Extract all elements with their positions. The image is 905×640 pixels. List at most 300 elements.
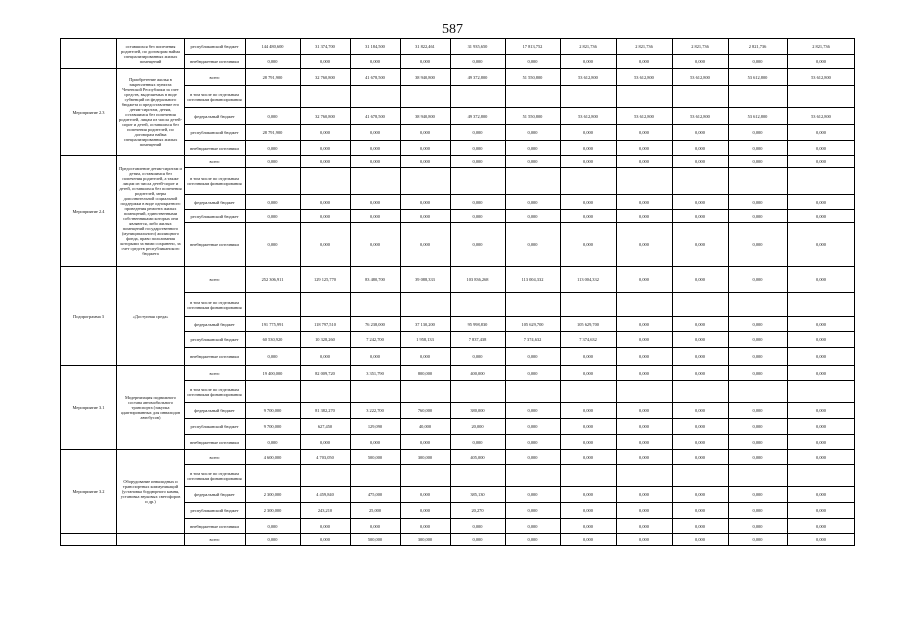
- value-cell: 0,000: [695, 370, 705, 376]
- value-cell: 0,000: [695, 439, 705, 445]
- value-cell: 28 791,900: [262, 130, 283, 135]
- value-cell: 17 813,752: [522, 44, 543, 49]
- value-cell: 0,000: [752, 130, 763, 135]
- value-cell: 0,000: [752, 408, 763, 413]
- value-cell: 144 480,600: [261, 44, 284, 49]
- value-cell: 475,000: [367, 492, 383, 497]
- value-cell: 83 480,700: [365, 277, 385, 282]
- value-cell: 0,000: [816, 213, 826, 219]
- value-cell: 405,000: [470, 454, 485, 460]
- value-cell: 0,000: [752, 321, 763, 327]
- value-cell: [245, 465, 300, 486]
- value-cell: 95 998,830: [467, 321, 488, 327]
- value-cell: 0,000: [320, 145, 330, 151]
- value-cell: 0,000: [472, 145, 483, 151]
- budget-table: [60, 38, 855, 578]
- value-cell: 0,000: [816, 454, 826, 460]
- column-divider: [300, 38, 301, 545]
- value-cell: 0,000: [370, 199, 380, 205]
- funding-source-cell: федеральный бюджет: [194, 199, 235, 205]
- value-cell: 0,000: [639, 59, 649, 64]
- value-cell: 0,000: [527, 145, 538, 151]
- value-cell: [450, 381, 505, 402]
- value-cell: 39 088,333: [415, 277, 435, 282]
- value-cell: 76 238,000: [365, 321, 385, 327]
- column-divider: [787, 38, 788, 545]
- value-cell: 0,000: [816, 130, 826, 135]
- value-cell: 0,000: [583, 159, 593, 164]
- value-cell: 0,000: [695, 424, 705, 429]
- value-cell: 105 629,700: [577, 321, 599, 327]
- funding-source-cell: республиканский бюджет: [190, 508, 239, 513]
- value-cell: 0,000: [695, 537, 705, 542]
- value-cell: 32 760,800: [315, 113, 335, 119]
- value-cell: 0,000: [816, 159, 826, 164]
- value-cell: 0,000: [695, 130, 705, 135]
- value-cell: [450, 293, 505, 316]
- value-cell: 0,000: [752, 454, 763, 460]
- value-cell: 0,000: [583, 213, 593, 219]
- column-divider: [450, 38, 451, 545]
- value-cell: 0,000: [370, 439, 380, 445]
- value-cell: 0,000: [527, 199, 538, 205]
- value-cell: 49 372,800: [467, 113, 488, 119]
- value-cell: [245, 293, 300, 316]
- value-cell: 0,000: [420, 145, 430, 151]
- value-cell: 0,000: [267, 354, 278, 359]
- value-cell: 40,000: [418, 424, 432, 429]
- value-cell: 53 612,800: [811, 113, 831, 119]
- value-cell: [616, 168, 672, 194]
- value-cell: [300, 86, 350, 107]
- value-cell: [728, 381, 787, 402]
- value-cell: [616, 86, 672, 107]
- value-cell: 0,000: [267, 537, 278, 542]
- value-cell: 0,000: [583, 523, 593, 529]
- value-cell: 0,000: [639, 145, 649, 151]
- value-cell: 0,000: [695, 159, 705, 164]
- value-cell: 0,000: [472, 199, 483, 205]
- value-cell: 9 700,000: [263, 424, 282, 429]
- column-divider: [854, 38, 855, 545]
- value-cell: 0,000: [267, 145, 278, 151]
- value-cell: 0,000: [320, 159, 330, 164]
- value-cell: 0,000: [472, 159, 483, 164]
- value-cell: 1 958,133: [416, 337, 434, 342]
- value-cell: [245, 381, 300, 402]
- value-cell: 19 400,000: [262, 370, 283, 376]
- value-cell: [505, 465, 560, 486]
- column-divider: [60, 38, 61, 545]
- funding-source-cell: в том числе по отдельным источникам финансирования: [187, 299, 242, 310]
- value-cell: 0,000: [370, 130, 380, 135]
- value-cell: 0,000: [639, 537, 649, 542]
- value-cell: 0,000: [639, 321, 649, 327]
- value-cell: 0,000: [370, 213, 380, 219]
- value-cell: [300, 381, 350, 402]
- value-cell: 31 184,500: [365, 44, 385, 49]
- value-cell: 4 459,840: [316, 492, 334, 497]
- measure-label-cell: Мероприятие 3.1: [61, 366, 116, 449]
- value-cell: 0,000: [320, 354, 330, 359]
- column-divider: [728, 38, 729, 545]
- value-cell: 0,000: [320, 523, 330, 529]
- value-cell: 0,000: [752, 523, 763, 529]
- value-cell: 2 300,000: [263, 508, 282, 513]
- value-cell: 0,000: [752, 370, 763, 376]
- value-cell: 500,000: [367, 537, 383, 542]
- value-cell: 252 306,911: [261, 277, 284, 282]
- value-cell: [728, 465, 787, 486]
- funding-source-cell: всего: [209, 74, 220, 80]
- value-cell: 0,000: [527, 242, 538, 247]
- value-cell: 53 612,800: [578, 113, 598, 119]
- value-cell: [400, 168, 450, 194]
- value-cell: 800,000: [417, 370, 433, 376]
- value-cell: 53 612,800: [634, 113, 654, 119]
- value-cell: 3 222,700: [366, 408, 384, 413]
- value-cell: 0,000: [816, 59, 826, 64]
- value-cell: 0,000: [816, 145, 826, 151]
- value-cell: [616, 381, 672, 402]
- value-cell: 60 530,920: [262, 337, 283, 342]
- value-cell: 51 550,800: [522, 113, 543, 119]
- value-cell: [350, 465, 400, 486]
- value-cell: [400, 293, 450, 316]
- value-cell: 0,000: [583, 408, 593, 413]
- funding-source-cell: внебюджетные источники: [190, 439, 239, 445]
- value-cell: [560, 293, 616, 316]
- column-divider: [560, 38, 561, 545]
- funding-source-cell: в том числе по отдельным источникам финансирования: [187, 386, 242, 397]
- column-divider: [672, 38, 673, 545]
- measure-description-cell: оставшихся без попечения родителей, по договорам найма специализированных жилых помещений: [117, 39, 184, 68]
- measure-description-cell: «Доступная среда»: [117, 267, 184, 365]
- value-cell: 0,000: [639, 370, 649, 376]
- measure-description-cell: Приобретение жилья в закрепленных пунктах Чеченской Республики за счет средств, выделяемых в виде субвенций из федерального бюджета и предоставление его детям-сиротам, детям, оставшимся без попечения родителей, лицам из числа детей-сирот и детей, оставшихся без попечения родителей, по договорам найма специализированных жилых помещений: [117, 69, 184, 155]
- value-cell: 760,000: [417, 408, 433, 413]
- value-cell: 0,000: [420, 354, 430, 359]
- value-cell: [728, 168, 787, 194]
- funding-source-cell: внебюджетные источники: [190, 145, 239, 151]
- value-cell: [505, 86, 560, 107]
- value-cell: [400, 381, 450, 402]
- value-cell: 0,000: [320, 537, 330, 542]
- value-cell: 0,000: [583, 508, 593, 513]
- value-cell: 400,000: [470, 370, 485, 376]
- value-cell: 0,000: [267, 59, 278, 64]
- value-cell: 0,000: [527, 59, 538, 64]
- value-cell: 0,000: [527, 354, 538, 359]
- value-cell: 0,000: [639, 337, 649, 342]
- value-cell: [787, 168, 855, 194]
- value-cell: 0,000: [695, 145, 705, 151]
- value-cell: 0,000: [420, 242, 430, 247]
- value-cell: 0,000: [639, 508, 649, 513]
- value-cell: 0,000: [420, 213, 430, 219]
- value-cell: 0,000: [695, 454, 705, 460]
- value-cell: 0,000: [527, 492, 538, 497]
- funding-source-cell: республиканский бюджет: [190, 44, 239, 49]
- value-cell: 0,000: [816, 277, 826, 282]
- value-cell: 0,000: [527, 159, 538, 164]
- value-cell: 0,000: [752, 213, 763, 219]
- value-cell: [300, 293, 350, 316]
- funding-source-cell: всего: [209, 454, 220, 460]
- value-cell: 0,000: [639, 439, 649, 445]
- value-cell: 113 004,332: [577, 277, 599, 282]
- value-cell: 0,000: [816, 492, 826, 497]
- value-cell: 2 821,736: [812, 44, 830, 49]
- value-cell: 0,000: [420, 508, 430, 513]
- value-cell: 0,000: [695, 337, 705, 342]
- funding-source-cell: в том числе по отдельным источникам финансирования: [187, 176, 242, 186]
- value-cell: [672, 381, 728, 402]
- value-cell: 31 374,700: [315, 44, 335, 49]
- value-cell: 300,000: [417, 454, 433, 460]
- value-cell: 53 612,800: [690, 74, 710, 80]
- value-cell: 0,000: [583, 59, 593, 64]
- value-cell: [616, 293, 672, 316]
- column-divider: [505, 38, 506, 545]
- value-cell: 243,210: [317, 508, 333, 513]
- value-cell: [560, 381, 616, 402]
- value-cell: 28 791,900: [262, 74, 283, 80]
- value-cell: [245, 86, 300, 107]
- value-cell: 0,000: [320, 59, 330, 64]
- value-cell: 38 940,800: [415, 74, 435, 80]
- page-number: 587: [442, 22, 463, 37]
- value-cell: 0,000: [583, 242, 593, 247]
- funding-source-cell: республиканский бюджет: [190, 130, 239, 135]
- funding-source-cell: республиканский бюджет: [190, 337, 239, 342]
- value-cell: 0,000: [267, 113, 278, 119]
- column-divider: [245, 38, 246, 545]
- value-cell: [728, 293, 787, 316]
- funding-source-cell: республиканский бюджет: [190, 213, 239, 219]
- measure-description-cell: Оборудование инвалидных и транспортных коммуникаций (установка бордюрного камня, установка звуковых светофоров и др.): [117, 450, 184, 533]
- value-cell: 20,270: [471, 508, 484, 513]
- value-cell: 0,000: [752, 424, 763, 429]
- value-cell: 53 612,800: [811, 74, 831, 80]
- value-cell: 385,130: [470, 492, 485, 497]
- value-cell: 0,000: [320, 130, 330, 135]
- value-cell: 0,000: [472, 242, 483, 247]
- value-cell: 0,000: [370, 242, 380, 247]
- value-cell: 0,000: [816, 321, 826, 327]
- value-cell: [505, 381, 560, 402]
- value-cell: 0,000: [583, 424, 593, 429]
- value-cell: 7 374,632: [579, 337, 597, 342]
- value-cell: 0,000: [583, 370, 593, 376]
- value-cell: 0,000: [816, 439, 826, 445]
- value-cell: [560, 465, 616, 486]
- value-cell: 0,000: [752, 277, 763, 282]
- funding-source-cell: всего: [209, 277, 220, 282]
- value-cell: 0,000: [320, 199, 330, 205]
- value-cell: 0,000: [816, 537, 826, 542]
- funding-source-cell: внебюджетные источники: [190, 523, 239, 529]
- value-cell: 0,000: [752, 337, 763, 342]
- value-cell: [787, 293, 855, 316]
- funding-source-cell: федеральный бюджет: [194, 492, 235, 497]
- measure-description-cell: Модернизация подвижного состава автомобильного транспорта (закупка адаптированных для инвалидов автобусов): [117, 366, 184, 449]
- funding-source-cell: в том числе по отдельным источникам финансирования: [187, 91, 242, 102]
- value-cell: 0,000: [583, 199, 593, 205]
- value-cell: [560, 86, 616, 107]
- value-cell: 0,000: [752, 145, 763, 151]
- value-cell: [787, 86, 855, 107]
- value-cell: 0,000: [639, 277, 649, 282]
- value-cell: 0,000: [639, 523, 649, 529]
- measure-label-cell: Мероприятие 3.2: [61, 450, 116, 533]
- value-cell: 0,000: [583, 537, 593, 542]
- value-cell: 0,000: [420, 59, 430, 64]
- value-cell: 0,000: [420, 439, 430, 445]
- value-cell: 0,000: [816, 408, 826, 413]
- value-cell: 0,000: [639, 199, 649, 205]
- value-cell: 49 372,800: [467, 74, 488, 80]
- value-cell: 0,000: [527, 508, 538, 513]
- value-cell: 0,000: [472, 354, 483, 359]
- value-cell: 2 300,000: [263, 492, 282, 497]
- value-cell: 0,000: [267, 439, 278, 445]
- funding-source-cell: всего: [209, 159, 220, 164]
- value-cell: 105 629,700: [521, 321, 544, 327]
- value-cell: 0,000: [420, 492, 430, 497]
- column-divider: [616, 38, 617, 545]
- value-cell: 51 550,800: [522, 74, 543, 80]
- value-cell: 41 678,500: [365, 113, 385, 119]
- value-cell: 0,000: [639, 159, 649, 164]
- value-cell: 113 004,332: [521, 277, 544, 282]
- value-cell: 2 821,736: [635, 44, 653, 49]
- funding-source-cell: федеральный бюджет: [194, 113, 235, 119]
- value-cell: 191 775,991: [261, 321, 284, 327]
- value-cell: [672, 293, 728, 316]
- value-cell: 300,000: [417, 537, 433, 542]
- column-divider: [400, 38, 401, 545]
- value-cell: 0,000: [816, 337, 826, 342]
- value-cell: 7 374,632: [523, 337, 542, 342]
- value-cell: 3 351,790: [366, 370, 384, 376]
- measure-description-cell: Предоставление детям-сиротам и детям, оставшимся без попечения родителей, а также лицам из числа детей-сирот и детей, оставшихся без попечения родителей, меры дополнительной социальной поддержки в виде однократного проведения ремонта жилых помещений, единственными собственниками которых они являются, либо жилых помещений государственного (муниципального) жилищного фонда, право пользования которыми за ними сохранено, за счет средств республиканского бюджета: [117, 156, 184, 266]
- value-cell: 380,000: [470, 408, 485, 413]
- value-cell: 0,000: [527, 370, 538, 376]
- value-cell: 0,000: [695, 59, 705, 64]
- value-cell: [350, 381, 400, 402]
- value-cell: 0,000: [370, 159, 380, 164]
- value-cell: 0,000: [752, 508, 763, 513]
- value-cell: [787, 381, 855, 402]
- value-cell: 0,000: [370, 354, 380, 359]
- measure-label-cell: Мероприятие 2.4: [61, 156, 116, 266]
- value-cell: 0,000: [583, 439, 593, 445]
- value-cell: 0,000: [695, 508, 705, 513]
- value-cell: [505, 293, 560, 316]
- value-cell: 0,000: [695, 492, 705, 497]
- value-cell: 7 837,438: [468, 337, 487, 342]
- value-cell: 4 600,000: [263, 454, 282, 460]
- value-cell: 0,000: [816, 523, 826, 529]
- value-cell: 0,000: [816, 508, 826, 513]
- value-cell: 0,000: [420, 199, 430, 205]
- value-cell: [728, 86, 787, 107]
- value-cell: 0,000: [527, 130, 538, 135]
- value-cell: 53 612,800: [578, 74, 598, 80]
- value-cell: 0,000: [695, 199, 705, 205]
- value-cell: 0,000: [639, 454, 649, 460]
- value-cell: 2 821,736: [748, 44, 767, 49]
- column-divider: [350, 38, 351, 545]
- value-cell: 0,000: [752, 537, 763, 542]
- value-cell: 0,000: [639, 424, 649, 429]
- value-cell: 0,000: [695, 277, 705, 282]
- value-cell: 0,000: [695, 354, 705, 359]
- value-cell: [450, 168, 505, 194]
- value-cell: 0,000: [420, 130, 430, 135]
- value-cell: 500,000: [367, 454, 383, 460]
- value-cell: 2 821,736: [579, 44, 597, 49]
- value-cell: 129,090: [367, 424, 383, 429]
- value-cell: 2 821,736: [691, 44, 709, 49]
- value-cell: 129 125,770: [314, 277, 336, 282]
- value-cell: [400, 86, 450, 107]
- value-cell: 0,000: [816, 370, 826, 376]
- value-cell: [672, 465, 728, 486]
- measure-description-cell: [117, 534, 184, 545]
- value-cell: 0,000: [527, 439, 538, 445]
- value-cell: 0,000: [583, 354, 593, 359]
- value-cell: 4 703,050: [316, 454, 334, 460]
- funding-source-cell: республиканский бюджет: [190, 424, 239, 429]
- value-cell: 25,000: [368, 508, 382, 513]
- value-cell: 0,000: [472, 213, 483, 219]
- measure-label-cell: [61, 534, 116, 545]
- value-cell: [400, 465, 450, 486]
- value-cell: [505, 168, 560, 194]
- value-cell: 0,000: [639, 242, 649, 247]
- value-cell: 0,000: [472, 537, 483, 542]
- value-cell: 0,000: [816, 242, 826, 247]
- value-cell: 0,000: [472, 439, 483, 445]
- value-cell: 0,000: [583, 130, 593, 135]
- value-cell: [300, 465, 350, 486]
- measure-label-cell: Подпрограмма 3: [61, 267, 116, 365]
- value-cell: [560, 168, 616, 194]
- value-cell: 0,000: [370, 145, 380, 151]
- value-cell: [450, 86, 505, 107]
- value-cell: 0,000: [639, 213, 649, 219]
- value-cell: 38 940,800: [415, 113, 435, 119]
- value-cell: 31 935,650: [467, 44, 488, 49]
- value-cell: 627,450: [317, 424, 333, 429]
- value-cell: 0,000: [695, 523, 705, 529]
- funding-source-cell: в том числе по отдельным источникам финансирования: [187, 470, 242, 481]
- value-cell: 0,000: [816, 424, 826, 429]
- value-cell: 0,000: [695, 242, 705, 247]
- value-cell: 0,000: [527, 424, 538, 429]
- value-cell: 0,000: [320, 439, 330, 445]
- value-cell: [350, 168, 400, 194]
- value-cell: 0,000: [420, 523, 430, 529]
- value-cell: 0,000: [320, 242, 330, 247]
- value-cell: 0,000: [639, 354, 649, 359]
- value-cell: 7 242,700: [366, 337, 384, 342]
- value-cell: 0,000: [370, 59, 380, 64]
- value-cell: 0,000: [527, 213, 538, 219]
- value-cell: 0,000: [752, 59, 763, 64]
